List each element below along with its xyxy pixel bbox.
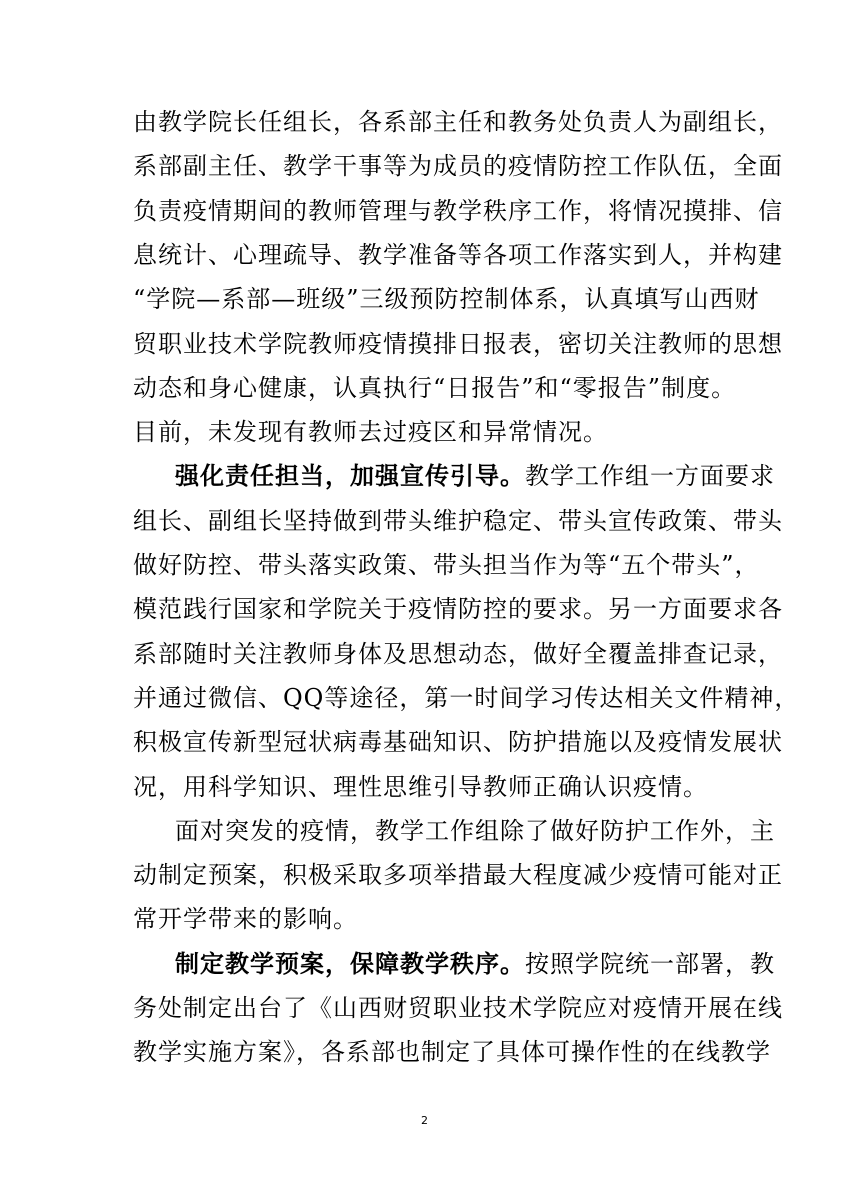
body-text-line: 贸职业技术学院教师疫情摸排日报表，密切关注教师的思想 xyxy=(133,329,783,358)
body-text: 教学工作组一方面要求 xyxy=(525,462,775,491)
body-text-line: 况，用科学知识、理性思维引导教师正确认识疫情。 xyxy=(133,772,708,801)
body-text-line: 系部副主任、教学干事等为成员的疫情防控工作队伍，全面 xyxy=(133,152,783,181)
body-text-line: 由教学院长任组长，各系部主任和教务处负责人为副组长， xyxy=(133,108,783,136)
body-text-line: “学院—系部—班级”三级预防控制体系，认真填写山西财 xyxy=(133,285,760,314)
body-text-line: 教学实施方案》，各系部也制定了具体可操作性的在线教学 xyxy=(133,1038,771,1067)
body-text: 按照学院统一部署，教 xyxy=(525,949,775,978)
body-text-line: 模范践行国家和学院关于疫情防控的要求。另一方面要求各 xyxy=(133,595,783,624)
section-heading: 制定教学预案，保障教学秩序。 xyxy=(175,948,525,978)
body-text-line: 动制定预案，积极采取多项举措最大程度减少疫情可能对正 xyxy=(133,861,783,890)
body-text-line: 务处制定出台了《山西财贸职业技术学院应对疫情开展在线 xyxy=(133,994,783,1022)
paragraph-first-line xyxy=(175,948,775,979)
body-text-line: 目前，未发现有教师去过疫区和异常情况。 xyxy=(133,418,608,447)
body-text-line: 并通过微信、QQ等途径，第一时间学习传达相关文件精神， xyxy=(133,683,800,712)
page-number: 2 xyxy=(421,1114,428,1127)
section-heading: 强化责任担当，加强宣传引导。 xyxy=(175,461,525,491)
body-text-line: 动态和身心健康，认真执行“日报告”和“零报告”制度。 xyxy=(133,373,737,402)
body-text-line: 面对突发的疫情，教学工作组除了做好防护工作外，主 xyxy=(175,816,775,845)
paragraph-first-line xyxy=(175,461,775,491)
body-text-line: 做好防控、带头落实政策、带头担当作为等“五个带头”， xyxy=(133,551,760,579)
body-text-line: 常开学带来的影响。 xyxy=(133,905,358,934)
body-text-line: 系部随时关注教师身体及思想动态，做好全覆盖排查记录， xyxy=(133,639,783,668)
body-text-line: 息统计、心理疏导、教学准备等各项工作落实到人，并构建 xyxy=(133,240,783,269)
body-text-line: 积极宣传新型冠状病毒基础知识、防护措施以及疫情发展状 xyxy=(133,728,783,757)
body-text-line: 组长、副组长坚持做到带头维护稳定、带头宣传政策、带头 xyxy=(133,506,783,535)
body-text-line: 负责疫情期间的教师管理与教学秩序工作，将情况摸排、信 xyxy=(133,196,783,225)
